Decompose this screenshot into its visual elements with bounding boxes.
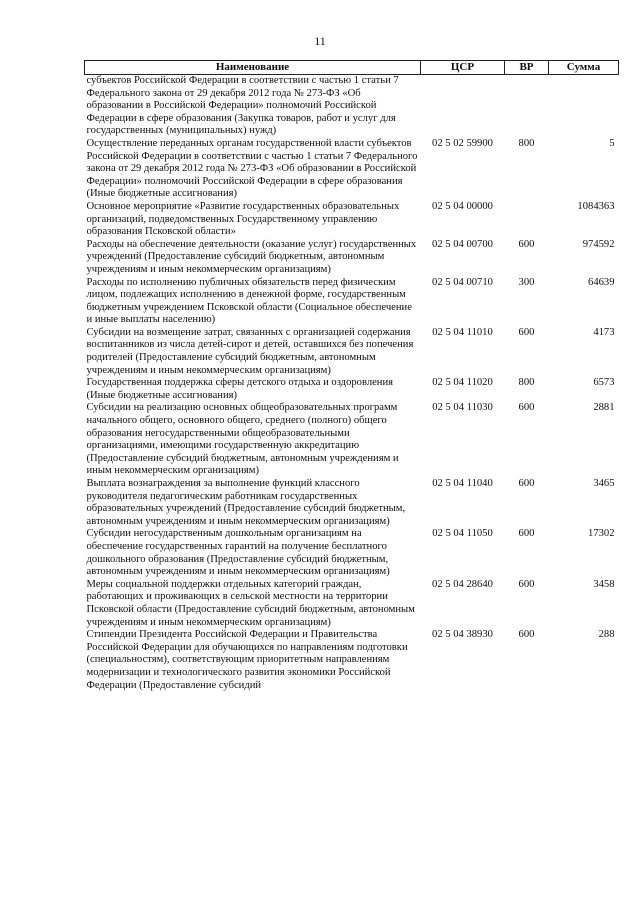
table-row [85, 239, 619, 277]
row-sum: 64639 [588, 276, 615, 288]
table-row [85, 75, 619, 138]
table-body [85, 75, 619, 693]
page-number: 11 [314, 34, 326, 48]
row-vr: 600 [518, 578, 535, 590]
row-csr: 02 5 04 11030 [432, 402, 493, 414]
row-csr: 02 5 04 11040 [432, 478, 493, 489]
row-name: Основное мероприятие «Развитие государственных образовательных организаций, подведомственных Государственному управлению образования Псковской области» [86, 200, 400, 238]
row-name: Субсидии на возмещение затрат, связанных с организацией содержания воспитанников из числа детей-сирот и детей, оставшихся без попечения родителей (Предоставление субсидий бюджетным, автономным учреждениям и иным некоммерческим организациям) [86, 326, 414, 376]
header-csr: ЦСР [421, 61, 505, 75]
row-sum: 3458 [593, 578, 615, 590]
row-csr: 02 5 04 11050 [432, 528, 493, 540]
row-name: Меры социальной поддержки отдельных категорий граждан, работающих и проживающих в сельской местности на территории Псковской области (Предоставление субсидий бюджетным, автономным учреждениям и иным некоммерческим организациям) [86, 578, 415, 628]
row-sum: 17302 [588, 528, 615, 540]
row-csr: 02 5 04 00000 [432, 200, 493, 212]
table-row [85, 478, 619, 528]
row-csr: 02 5 04 00710 [432, 276, 493, 288]
row-csr: 02 5 02 59900 [432, 137, 493, 149]
row-sum: 5 [609, 137, 615, 149]
row-csr: 02 5 04 28640 [432, 578, 493, 590]
row-vr [505, 201, 549, 239]
table-row [85, 377, 619, 402]
row-name: Субсидии на реализацию основных общеобразовательных программ начального общего, основного общего, среднего (полного) общего образования негосударственными общеобразовательными организациями, имеющими государственную аккредитацию (Предоставление субсидий бюджетным, автономным учреждениям и иным некоммерческим организациям) [86, 402, 399, 477]
row-name: Расходы на обеспечение деятельности (оказание услуг) государственных учреждений (Предоставление субсидий бюджетным, автономным учреждениям и иным некоммерческим организациям) [86, 238, 417, 275]
row-vr: 600 [518, 402, 535, 414]
row-csr: 02 5 04 38930 [432, 629, 493, 641]
row-vr: 600 [518, 629, 535, 641]
table-row [85, 579, 619, 629]
row-vr: 300 [518, 276, 535, 288]
table-header-row [85, 61, 619, 75]
row-sum [549, 75, 619, 138]
row-name: Расходы по исполнению публичных обязательств перед физическим лицом, подлежащих исполнению в денежной форме, государственным бюджетным учреждением Псковской области (Социальное обеспечение и иные выплаты населению) [86, 276, 412, 326]
budget-table [84, 60, 619, 692]
row-name: Стипендии Президента Российской Федерации и Правительства Российской Федерации для обучающихся по направлениям подготовки (специальностям), соответствующим приоритетным направлениям модернизации и технологического развития экономики Российской Федерации (Предоставление субсидий [86, 629, 408, 691]
row-vr: 600 [518, 478, 535, 489]
row-vr: 600 [518, 326, 535, 338]
row-name: Государственная поддержка сферы детского отдыха и оздоровления (Иные бюджетные ассигнования) [86, 377, 394, 401]
row-sum: 2881 [593, 402, 615, 414]
row-sum: 288 [598, 629, 615, 641]
table-row [85, 277, 619, 327]
row-vr: 600 [518, 528, 535, 540]
row-csr: 02 5 04 11020 [432, 377, 493, 389]
row-vr: 600 [518, 238, 535, 250]
row-sum: 1084363 [577, 200, 615, 212]
table-row [85, 138, 619, 201]
row-name: Выплата вознаграждения за выполнение функций классного руководителя педагогическим работникам государственных образовательных учреждений (Предоставление субсидий бюджетным, автономным учреждениям и иным некоммерческим организациям) [86, 478, 406, 527]
row-csr [421, 75, 505, 138]
row-name: субъектов Российской Федерации в соответствии с частью 1 статьи 7 Федерального закона от 29 декабря 2012 года № 273-ФЗ «Об образовании в Российской Федерации» полномочий Российской Федерации в сфере образования (Закупка товаров, работ и услуг для государственных (муниципальных) нужд) [85, 75, 421, 138]
row-vr: 800 [518, 377, 535, 389]
row-sum: 3465 [593, 478, 615, 489]
row-name: Осуществление переданных органам государственной власти субъектов Российской Федерации в соответствии с частью 1 статьи 7 Федерального закона от 29 декабря 2012 года № 273-ФЗ «Об образовании в Российской Федерации» полномочий Российской Федерации в сфере образования (Иные бюджетные ассигнования) [86, 137, 418, 200]
header-sum: Сумма [549, 61, 619, 75]
row-csr: 02 5 04 11010 [432, 326, 493, 338]
header-vr: ВР [505, 61, 549, 75]
table-row [85, 528, 619, 578]
table-row [85, 402, 619, 478]
row-name: Субсидии негосударственным дошкольным организациям на обеспечение государственных гарантий на получение бесплатного дошкольного образования (Предоставление субсидий бюджетным, автономным учреждениям и иным некоммерческим организациям) [86, 528, 390, 578]
row-vr: 800 [518, 137, 535, 149]
row-sum: 6573 [593, 377, 615, 389]
row-sum: 974592 [582, 238, 615, 250]
row-sum: 4173 [593, 326, 615, 338]
table-row [85, 201, 619, 239]
row-csr: 02 5 04 00700 [432, 238, 493, 250]
row-vr [505, 75, 549, 138]
table-row [85, 327, 619, 377]
table-row [85, 629, 619, 692]
header-name: Наименование [85, 61, 421, 75]
